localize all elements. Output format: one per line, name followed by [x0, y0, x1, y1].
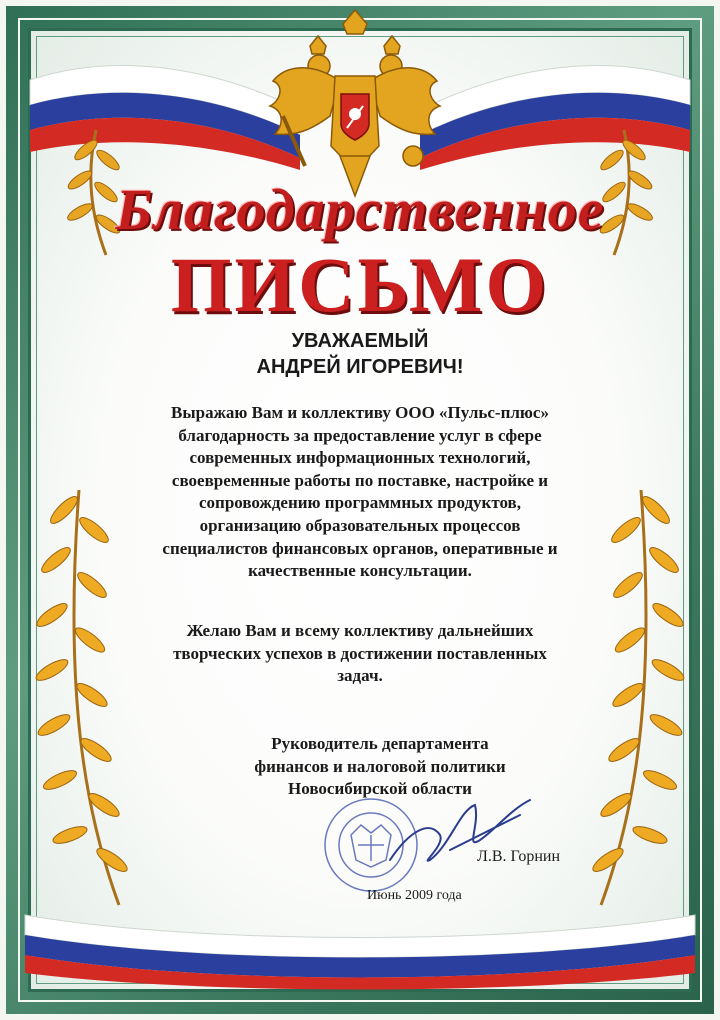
page-title: ПИСЬМО — [170, 241, 550, 328]
issue-date: Июнь 2009 года — [367, 888, 462, 903]
text-line: задач. — [337, 666, 383, 686]
laurel-branch-icon — [24, 470, 134, 910]
title-script: Благодарственное — [115, 177, 605, 242]
text-line: современных информационных технологий, — [189, 448, 531, 468]
salutation — [0, 328, 720, 380]
salutation-line: УВАЖАЕМЫЙ — [291, 330, 429, 352]
tricolor-ribbon-bottom — [0, 905, 720, 995]
text-line: своевременные работы по поставке, настройке и — [171, 470, 549, 490]
laurel-branch-icon — [586, 470, 696, 910]
text-line: Желаю Вам и всему коллективу дальнейших — [186, 621, 534, 640]
handwritten-signature — [380, 790, 540, 880]
paragraph-thanks — [140, 402, 580, 583]
text-line: финансов и налоговой политики — [254, 756, 506, 776]
paragraph-wishes — [140, 620, 580, 688]
text-line: Руководитель департамента — [271, 734, 489, 753]
text-line: специалистов финансовых органов, оперативные и — [162, 538, 558, 558]
text-line: творческих успехов в достижении поставленных — [173, 643, 547, 663]
text-line: Новосибирской области — [288, 779, 472, 799]
signer-name: Л.В. Горнин — [477, 848, 561, 865]
text-line: сопровождению программных продуктов, — [198, 493, 521, 513]
text-line: организацию образовательных процессов — [199, 515, 521, 535]
salutation-name: АНДРЕЙ ИГОРЕВИЧ! — [256, 356, 464, 378]
text-line: качественные консультации. — [248, 561, 472, 581]
text-line: Выражаю Вам и коллективу ООО «Пульс-плюс» — [171, 403, 549, 422]
text-line: благодарность за предоставление услуг в сфере — [178, 425, 542, 445]
